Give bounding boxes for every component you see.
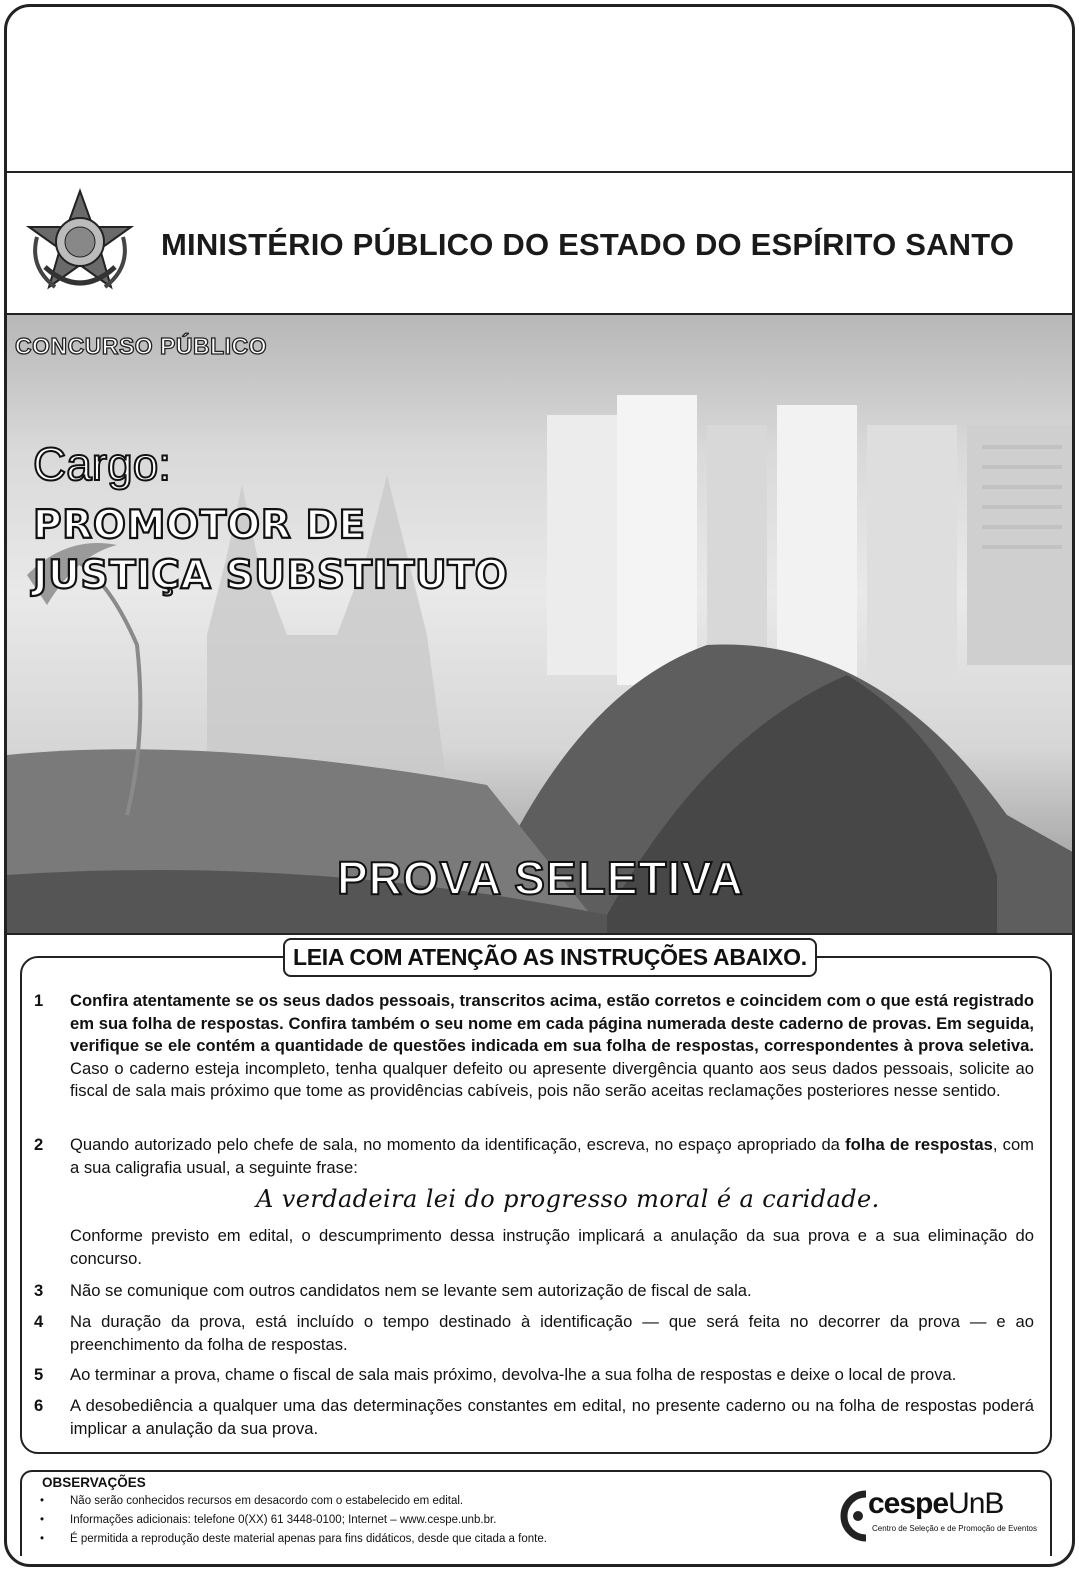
instruction-number: 1 — [34, 991, 44, 1010]
instruction-item — [34, 990, 1034, 1103]
handwriting-phrase: A verdadeira lei do progresso moral é a caridade. — [256, 1185, 880, 1213]
cespe-logo-text: cespeUnB — [868, 1487, 1004, 1520]
observation-item — [40, 1495, 463, 1507]
instruction-item-continuation — [34, 1225, 1034, 1270]
position-title-line1: PROMOTOR DE — [33, 503, 366, 548]
bullet-icon: • — [40, 1533, 45, 1545]
instruction-text: A desobediência a qualquer uma das determinações constantes em edital, no presente caderno ou na folha de respostas poderá implicar a anulação da sua prova. — [70, 1396, 1034, 1438]
state-seal-icon — [25, 187, 135, 303]
city-photo-illustration — [7, 315, 1072, 935]
instruction-text: Quando autorizado pelo chefe de sala, no momento da identificação, escreva, no espaço apropriado da — [70, 1135, 846, 1154]
instruction-number: 5 — [34, 1365, 44, 1384]
observation-text: Informações adicionais: telefone 0(XX) 61 3448-0100; Internet – www.cespe.unb.br. — [70, 1514, 497, 1526]
exam-type-title: PROVA SELETIVA — [337, 852, 744, 904]
position-label: Cargo: — [33, 438, 172, 490]
position-title — [33, 501, 508, 601]
instruction-text: Ao terminar a prova, chame o fiscal de sala mais próximo, devolva-lhe a sua folha de respostas e deixe o local de prova. — [70, 1365, 957, 1384]
instruction-number: 4 — [34, 1312, 44, 1331]
instruction-bold-text: folha de respostas — [845, 1135, 993, 1154]
instruction-number: 6 — [34, 1396, 44, 1415]
candidate-data-area — [7, 7, 1072, 173]
instruction-item — [34, 1364, 1034, 1387]
contest-label: CONCURSO PÚBLICO — [15, 333, 268, 359]
observation-item — [40, 1533, 547, 1545]
ministry-title: MINISTÉRIO PÚBLICO DO ESTADO DO ESPÍRITO SANTO — [161, 227, 1015, 262]
observation-text: É permitida a reprodução deste material apenas para fins didáticos, desde que citada a fonte. — [70, 1533, 547, 1545]
position-title-line2: JUSTIÇA SUBSTITUTO — [33, 553, 509, 598]
instruction-text: , com a sua caligrafia usual, a seguinte frase: — [70, 1135, 1034, 1177]
instruction-text: Na duração da prova, está incluído o tempo destinado à identificação — que será feita no decorrer da prova — e ao preenchimento da folha de respostas. — [70, 1312, 1034, 1354]
instruction-item — [34, 1395, 1034, 1440]
cover-banner — [7, 315, 1072, 935]
instruction-number: 2 — [34, 1135, 44, 1154]
instructions-heading: LEIA COM ATENÇÃO AS INSTRUÇÕES ABAIXO. — [283, 938, 817, 977]
bullet-icon: • — [40, 1495, 45, 1507]
bullet-icon: • — [40, 1514, 45, 1526]
instruction-item — [34, 1134, 1034, 1179]
observations-title: OBSERVAÇÕES — [42, 1475, 146, 1490]
observation-item — [40, 1514, 496, 1526]
instruction-item — [34, 1280, 1034, 1303]
instruction-text: Não se comunique com outros candidatos nem se levante sem autorização de fiscal de sala. — [70, 1281, 752, 1300]
instruction-bold-text: Confira atentamente se os seus dados pessoais, transcritos acima, estão corretos e coincidem com o que está registrado em sua folha de respostas. Confira também o seu nome em cada página numerada deste caderno de provas. Em seguida, verifique se ele contém a quantidade de questões indicada em sua folha de respostas, correspondentes à prova seletiva. — [70, 991, 1034, 1055]
header — [7, 173, 1072, 315]
observation-text: Não serão conhecidos recursos em desacordo com o estabelecido em edital. — [70, 1495, 464, 1507]
instruction-text: Caso o caderno esteja incompleto, tenha qualquer defeito ou apresente divergência quanto aos seus dados pessoais, solicite ao fiscal de sala mais próximo que tome as providências cabíveis, pois não serão aceitas reclamações posteriores nesse sentido. — [70, 1058, 1034, 1100]
instruction-item — [34, 1311, 1034, 1356]
cespe-logo-subtitle: Centro de Seleção e de Promoção de Eventos — [872, 1524, 1037, 1533]
instruction-text: Conforme previsto em edital, o descumprimento dessa instrução implicará a anulação da sua prova e a sua eliminação do concurso. — [70, 1226, 1034, 1268]
instruction-number: 3 — [34, 1281, 44, 1300]
